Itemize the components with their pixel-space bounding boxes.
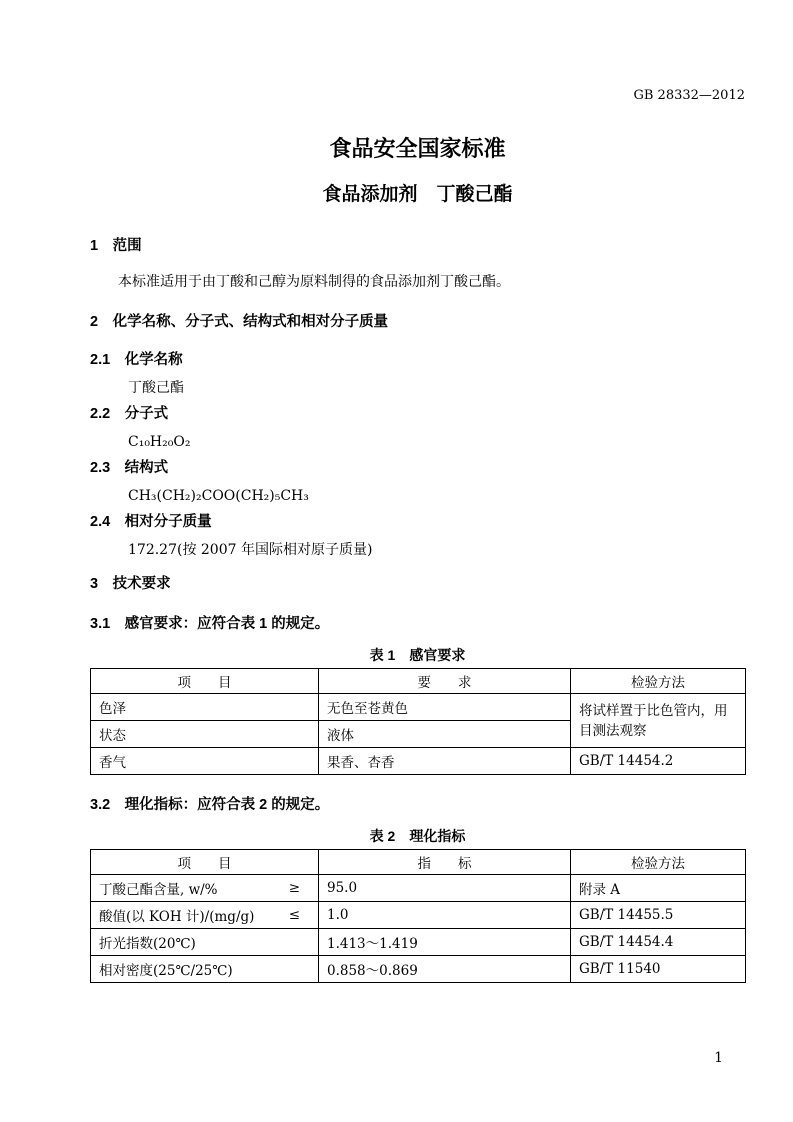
section-2-1-body: 丁酸己酯: [128, 380, 184, 396]
section-2-4-heading: 2.4 相对分子质量: [90, 514, 212, 530]
section-2-3-heading: 2.3 结构式: [90, 460, 169, 476]
table1-header-row: [91, 669, 746, 694]
item-label: 酸值(以 KOH 计)/(mg/g): [99, 909, 255, 925]
doc-number: GB 28332—2012: [633, 88, 745, 103]
table2-r3-method: GB/T 11540: [571, 956, 746, 983]
item-label: 丁酸己酯含量, w/%: [99, 882, 218, 898]
item-label: 相对密度(25℃/25℃): [99, 963, 233, 979]
table-row: [91, 694, 746, 721]
table1-caption: 表 1 感官要求: [369, 647, 466, 663]
table2-r1-method: GB/T 14455.5: [571, 902, 746, 929]
table-row: [91, 902, 746, 929]
table1-r0-item: 色泽: [91, 694, 319, 721]
clause-3-1: 3.1 感官要求：应符合表 1 的规定。: [90, 616, 330, 632]
section-2-1-heading: 2.1 化学名称: [90, 352, 183, 368]
table2-r0-item: [91, 875, 319, 902]
table2-r3-item: [91, 956, 319, 983]
sensory-requirements-table: [90, 668, 746, 775]
clause-3-2: 3.2 理化指标：应符合表 2 的规定。: [90, 797, 330, 813]
table2-r3-value: 0.858～0.869: [319, 956, 571, 983]
table1-r1-item: 状态: [91, 721, 319, 748]
table2-col-indicator: 指 标: [319, 850, 571, 875]
section-2-heading: 2 化学名称、分子式、结构式和相对分子质量: [90, 314, 389, 330]
table1-r2-req: 果香、杏香: [319, 748, 571, 775]
gte-symbol: ≥: [288, 880, 300, 896]
table2-r0-value: 95.0: [319, 875, 571, 902]
physicochemical-indicators-table: [90, 849, 746, 983]
table2-r2-method: GB/T 14454.4: [571, 929, 746, 956]
doc-subtitle: 食品添加剂 丁酸己酯: [322, 184, 513, 205]
table2-col-method: 检验方法: [571, 850, 746, 875]
table-row: [91, 875, 746, 902]
doc-title: 食品安全国家标准: [329, 136, 506, 161]
section-3-heading: 3 技术要求: [90, 576, 171, 592]
table1-col-requirement: 要 求: [319, 669, 571, 694]
table-row: [91, 929, 746, 956]
table1-r0-req: 无色至苍黄色: [319, 694, 571, 721]
lte-symbol: ≤: [288, 907, 300, 923]
table1-r1-req: 液体: [319, 721, 571, 748]
table2-r1-item: [91, 902, 319, 929]
item-label: 折光指数(20℃): [99, 936, 196, 952]
table1-r0-method: 将试样置于比色管内，用目测法观察: [571, 694, 746, 748]
table2-caption: 表 2 理化指标: [369, 828, 466, 844]
table1-r2-method: GB/T 14454.2: [571, 748, 746, 775]
table2-r2-item: [91, 929, 319, 956]
section-1-body: 本标准适用于由丁酸和己醇为原料制得的食品添加剂丁酸己酯。: [118, 274, 510, 290]
table2-r1-value: 1.0: [319, 902, 571, 929]
table2-col-item: 项 目: [91, 850, 319, 875]
table1-col-method: 检验方法: [571, 669, 746, 694]
molecular-weight: 172.27(按 2007 年国际相对原子质量): [128, 542, 373, 558]
table2-r0-method: 附录 A: [571, 875, 746, 902]
table1-r2-item: 香气: [91, 748, 319, 775]
section-1-heading: 1 范围: [90, 238, 142, 254]
structural-formula: CH₃(CH₂)₂COO(CH₂)₅CH₃: [128, 488, 309, 504]
table-row: [91, 748, 746, 775]
table2-r2-value: 1.413～1.419: [319, 929, 571, 956]
section-2-2-heading: 2.2 分子式: [90, 406, 169, 422]
table-row: [91, 956, 746, 983]
molecular-formula: C₁₀H₂₀O₂: [128, 434, 191, 450]
page-number: 1: [714, 1050, 723, 1066]
table2-header-row: [91, 850, 746, 875]
table1-col-item: 项 目: [91, 669, 319, 694]
